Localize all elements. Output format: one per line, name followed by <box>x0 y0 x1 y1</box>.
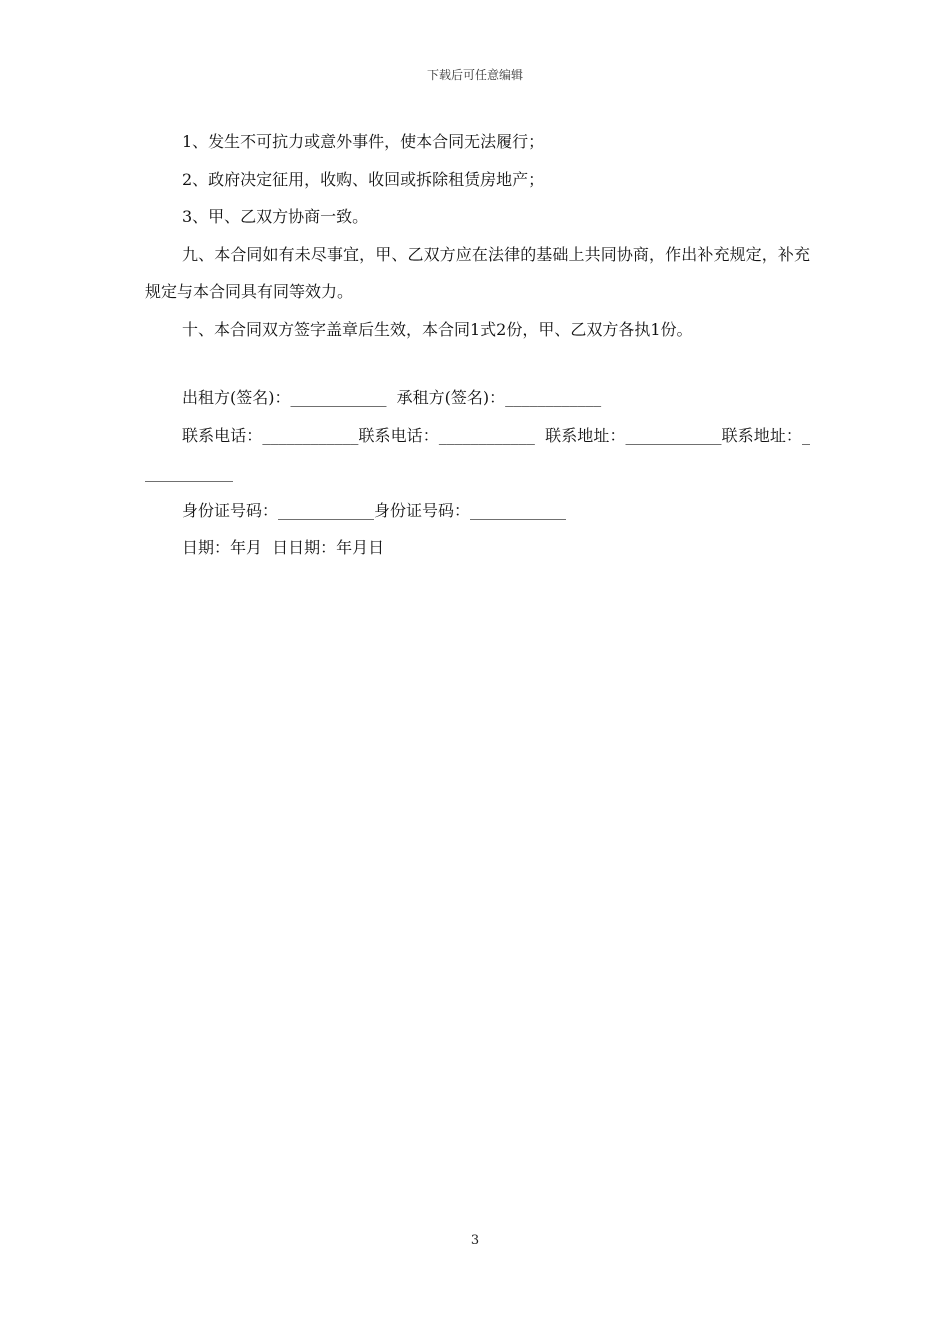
section-spacer <box>145 348 810 379</box>
signer-line: 出租方(签名)：____________ 承租方(签名)：____________ <box>182 388 602 407</box>
page-number: 3 <box>470 1233 480 1248</box>
clause-nine: 九、本合同如有未尽事宜，甲、乙双方应在法律的基础上共同协商，作出补充规定，补充规定与本合同具有同等效力。 <box>145 244 810 301</box>
id-number-line: 身份证号码：____________身份证号码：____________ <box>182 500 567 520</box>
date-line: 日期：年月 日日期：年月日 <box>182 538 385 557</box>
page-header: 下载后可任意编辑 <box>426 68 523 82</box>
clause-ten: 十、本合同双方签字盖章后生效，本合同1式2份，甲、乙双方各执1份。 <box>182 319 693 339</box>
termination-item-3: 3、甲、乙双方协商一致。 <box>182 207 369 226</box>
termination-item-2: 2、政府决定征用，收购、收回或拆除租赁房地产； <box>182 169 545 189</box>
termination-item-1: 1、发生不可抗力或意外事件，使本合同无法履行； <box>182 132 545 151</box>
document-body <box>145 123 810 567</box>
contact-line: 联系电话：____________联系电话：____________ 联系地址：____________联系地址：____________ <box>145 425 810 482</box>
